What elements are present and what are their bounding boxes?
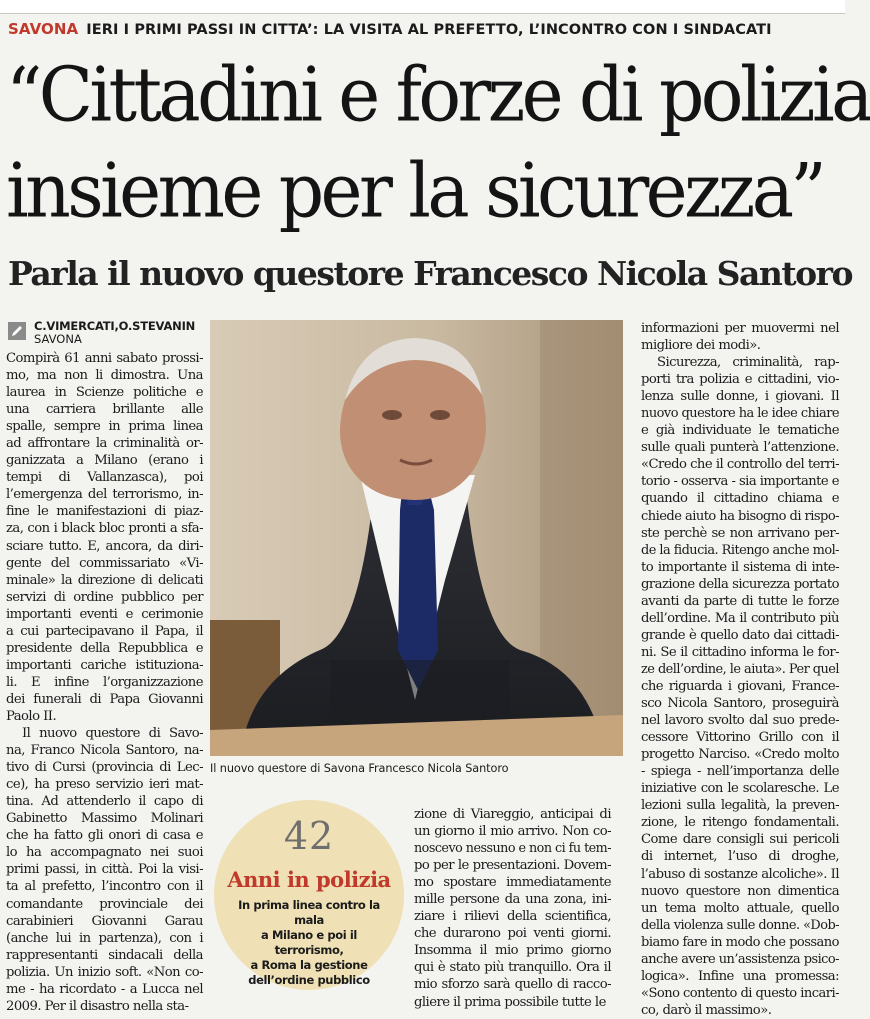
article-line: Il nuovo questore di Savo- — [22, 726, 203, 742]
badge-text-line: In prima linea contro la mala — [238, 898, 380, 927]
headline — [6, 44, 870, 236]
badge-title: Anni in polizia — [227, 867, 391, 892]
badge-text-line: a Milano e poi il terrorismo, — [261, 928, 357, 957]
article-line: sco Nicola Santoro, proseguirà — [641, 696, 839, 712]
badge-number: 42 — [283, 814, 335, 858]
byline-authors: C.VIMERCATI,O.STEVANIN — [34, 319, 196, 333]
article-line: gente del commissariato «Vi- — [6, 555, 203, 571]
article-line: chiede aiuto ha bisogno di rispo- — [641, 508, 839, 524]
article-line: Come dare consigli sui pericoli — [641, 832, 839, 848]
article-line: torio - osserva - sia importante e — [641, 474, 839, 490]
article-line: servizi di ordine pubblico per — [6, 589, 203, 605]
article-line: progetto Narciso. «Credo molto — [641, 747, 839, 763]
article-line: importanti cariche istituziona- — [6, 657, 203, 673]
article-line: zione di Viareggio, anticipai di — [414, 807, 611, 822]
questore-photo — [210, 320, 623, 756]
article-line: un tema molto attuale, quello — [641, 900, 839, 916]
article-line: logica». Infine una promessa: — [641, 968, 839, 984]
article-line: un giorno il mio arrivo. Non co- — [414, 824, 611, 840]
article-line: ziare i rilievi della scientifica, — [414, 909, 611, 925]
badge-text-line: dell’ordine pubblico — [248, 973, 370, 987]
article-line: de la fiducia. Ritengo anche mol- — [641, 542, 839, 558]
article-line: della violenza sulle donne. «Dob- — [641, 917, 839, 933]
questore-portrait — [210, 320, 623, 756]
article-line: gliere il prima possibile tutte le — [414, 994, 606, 1010]
article-line: Compirà 61 anni sabato prossi- — [6, 351, 203, 366]
article-line: mo spostare immediatamente — [414, 875, 611, 891]
article-line: to importante il sistema di inte- — [641, 559, 839, 575]
pen-icon — [8, 322, 26, 340]
article-line: l’emergenza del terrorismo, in- — [6, 487, 203, 503]
article-line: informazioni per muovermi nel — [641, 321, 839, 336]
badge-text — [236, 898, 382, 988]
article-line: ni. Se il cittadino informa le for- — [641, 644, 839, 660]
article-line: dei funerali di Papa Giovanni — [6, 691, 203, 707]
article-line: nel lavoro svolto dal suo prede- — [641, 713, 839, 729]
article-line: iniziative con le scolaresche. Le — [641, 781, 839, 797]
article-column-middle — [414, 806, 611, 1011]
article-line: noscevo nessuno e non ci fu tem- — [414, 841, 611, 857]
article-line: Insomma il mio primo giorno — [414, 943, 611, 959]
article-line: quando il cittadino chiama e — [641, 491, 839, 507]
article-line: primi passi, in città. Poi la visi- — [6, 862, 203, 878]
photo-caption: Il nuovo questore di Savona Francesco Nicola Santoro — [210, 762, 509, 775]
article-line: di internet, l’uso di droghe, — [641, 849, 839, 865]
article-line: l’abuso di sostanze alcoliche». Il — [641, 866, 839, 882]
article-line: tempi di Vallanzasca), poi — [6, 470, 203, 486]
article-line: minale» la direzione di delicati — [6, 572, 203, 588]
article-line: comandante provinciale dei — [6, 896, 203, 912]
article-line: grazione della sicurezza portato — [641, 576, 839, 592]
article-line: «Sono contento di questo incari- — [641, 985, 839, 1001]
article-line: Gabinetto Massimo Molinari — [6, 811, 203, 827]
article-line: ze dell’ordine, le aiuta». Per quel — [641, 661, 839, 677]
article-line: nuovo questore ha le idee chiare — [641, 406, 839, 422]
article-line: fine le manifestazioni di piaz- — [6, 504, 203, 520]
article-line: nuovo questore non dimentica — [641, 883, 839, 899]
article-line: migliore dei modi». — [641, 338, 761, 354]
article-line: ta al prefetto, l’incontro con il — [6, 879, 203, 895]
article-line: e già individuate le tematiche — [641, 423, 839, 439]
section-label: SAVONA — [8, 20, 79, 38]
article-line: tina. Ad attenderlo il capo di — [6, 794, 203, 810]
article-line: tivo di Cursi (provincia di Lec- — [6, 760, 203, 776]
article-line: che durarono poi venti giorni. — [414, 926, 611, 942]
article-line: (anche lui in partenza), con i — [6, 930, 203, 946]
article-line: qui è stato più tranquillo. Ora il — [414, 960, 611, 976]
kicker — [8, 20, 772, 42]
article-line: po per le presentazioni. Dovem- — [414, 858, 611, 874]
article-line: mille persone da una zona, ini- — [414, 892, 611, 908]
article-line: lo ha accompagnato nei suoi — [6, 845, 203, 861]
byline — [8, 320, 208, 346]
article-line: avanti da parte di tutte le forze — [641, 593, 839, 609]
article-line: carabinieri Giovanni Garau — [6, 913, 203, 929]
article-line: mio sforzo sarà quello di racco- — [414, 977, 611, 993]
article-line: ad affrontare la criminalità or- — [6, 436, 203, 452]
page-top-strip — [0, 0, 845, 14]
article-line: polizia. Un inizio soft. «Non co- — [6, 964, 203, 980]
article-line: dell’ordine. Ma il contributo più — [641, 610, 839, 626]
article-line: una carriera brillante alle — [6, 402, 203, 418]
article-line: biamo fare in modo che possano — [641, 934, 839, 950]
article-line: - spiega - nell’importanza delle — [641, 764, 839, 780]
article-line: a cui partecipavano il Papa, il — [6, 623, 203, 639]
article-line: grande è quello dato dai cittadi- — [641, 627, 839, 643]
article-line: «Credo che il controllo del terri- — [641, 457, 839, 473]
article-line: ganizzata a Milano (erano i — [6, 453, 203, 469]
article-line: lenza sulle donne, i giovani. Il — [641, 389, 839, 405]
badge-text-line: a Roma la gestione — [250, 958, 368, 972]
article-line: ce), ha preso servizio ieri mat- — [6, 777, 203, 793]
highlight-badge — [214, 800, 404, 990]
article-line: na, Franco Nicola Santoro, na- — [6, 743, 203, 759]
headline-line-2: insieme per la sicurezza” — [6, 146, 824, 235]
article-line: spalle, sempre in prima linea — [6, 419, 203, 435]
article-line: lezioni sulla legalità, la preven- — [641, 798, 839, 814]
subheadline: Parla il nuovo questore Francesco Nicola Santoro — [8, 254, 853, 293]
article-line: ste perchè se non arrivano per- — [641, 525, 839, 541]
article-line: Paolo II. — [6, 708, 57, 724]
article-line: 2009. Per il disastro nella sta- — [6, 998, 189, 1014]
article-line: laurea in Scienze politiche e — [6, 385, 203, 401]
article-line: presidente della Repubblica e — [6, 640, 203, 656]
article-line: co, darò il massimo». — [641, 1002, 772, 1018]
article-column-right — [641, 320, 839, 1019]
article-line: porti tra polizia e cittadini, vio- — [641, 372, 839, 388]
article-line: za, con i black bloc pronti a sfa- — [6, 521, 203, 537]
article-line: Sicurezza, criminalità, rap- — [657, 355, 839, 371]
article-line: zione, le ritengo fondamentali. — [641, 815, 839, 831]
kicker-tagline: IERI I PRIMI PASSI IN CITTA’: LA VISITA AL PREFETTO, L’INCONTRO CON I SINDACATI — [86, 22, 772, 38]
article-line: sciare tutto. E, ancora, da diri- — [6, 538, 203, 554]
article-line: rappresentanti sindacali della — [6, 947, 203, 963]
article-line: anche avere un’assistenza psico- — [641, 951, 839, 967]
article-line: cessore Vittorino Grillo con il — [641, 730, 839, 746]
article-line: importanti eventi e cerimonie — [6, 606, 203, 622]
article-line: che ha fatto gli onori di casa e — [6, 828, 203, 844]
article-line: sulle quali punterà l’attenzione. — [641, 440, 839, 456]
byline-place: SAVONA — [34, 332, 82, 346]
headline-line-1: “Cittadini e forze di polizia — [6, 50, 870, 139]
article-line: mo, ma non li dimostra. Una — [6, 368, 203, 384]
article-line: che riguarda i giovani, France- — [641, 678, 839, 694]
article-column-left — [6, 350, 203, 1015]
article-line: me - ha ricordato - a Lucca nel — [6, 981, 203, 997]
article-line: li. E infine l’organizzazione — [6, 674, 203, 690]
